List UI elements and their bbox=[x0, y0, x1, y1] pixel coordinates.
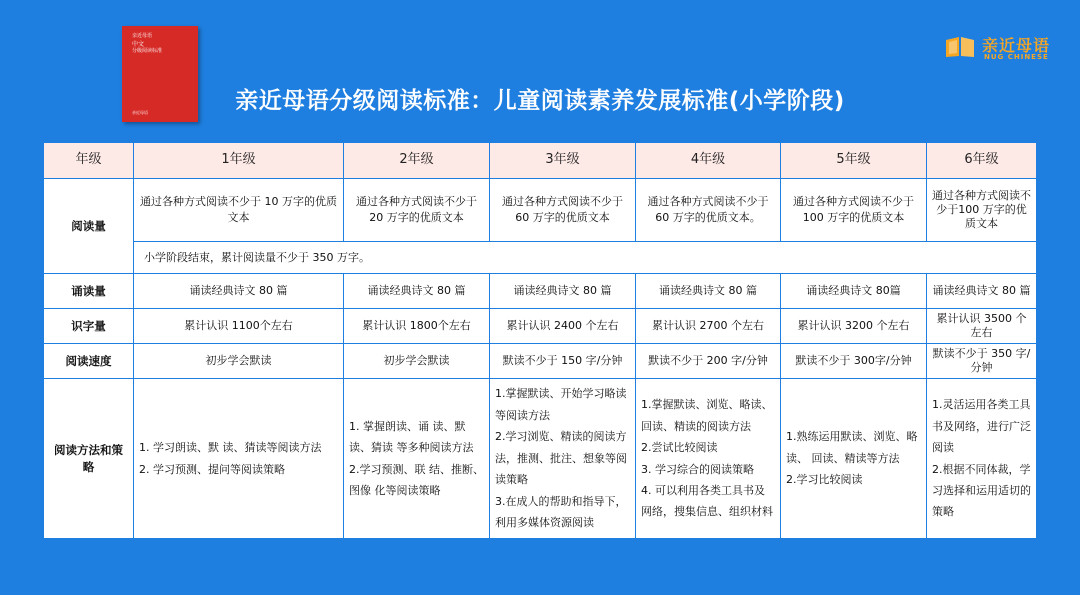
cell-speed-6: 默读不少于 350 字/分钟 bbox=[927, 344, 1037, 379]
cell-methods-5: 1.熟练运用默读、浏览、略读、 回读、精读等方法 2.学习比较阅读 bbox=[781, 379, 927, 539]
cell-speed-3: 默读不少于 150 字/分钟 bbox=[490, 344, 636, 379]
cell-reading-amount-2: 通过各种方式阅读不少于 20 万字的优质文本 bbox=[344, 179, 490, 242]
cell-methods-2: 1. 掌握朗读、诵 读、默读、猜读 等多种阅读方法 2.学习预测、联 结、推断、图像 化等阅读策略 bbox=[344, 379, 490, 539]
open-book-icon bbox=[944, 36, 976, 58]
cell-literacy-2: 累计认识 1800个左右 bbox=[344, 309, 490, 344]
cell-recitation-2: 诵读经典诗文 80 篇 bbox=[344, 274, 490, 309]
cell-literacy-3: 累计认识 2400 个左右 bbox=[490, 309, 636, 344]
cell-recitation-6: 诵读经典诗文 80 篇 bbox=[927, 274, 1037, 309]
header-grade-6: 6年级 bbox=[927, 143, 1037, 179]
cell-literacy-4: 累计认识 2700 个左右 bbox=[636, 309, 781, 344]
cell-reading-amount-6: 通过各种方式阅读不少于100 万字的优质文本 bbox=[927, 179, 1037, 242]
cell-recitation-1: 诵读经典诗文 80 篇 bbox=[134, 274, 344, 309]
cell-speed-4: 默读不少于 200 字/分钟 bbox=[636, 344, 781, 379]
cell-recitation-3: 诵读经典诗文 80 篇 bbox=[490, 274, 636, 309]
header-grade-2: 2年级 bbox=[344, 143, 490, 179]
row-label-literacy: 识字量 bbox=[44, 309, 134, 344]
row-methods bbox=[44, 379, 1037, 539]
row-label-speed: 阅读速度 bbox=[44, 344, 134, 379]
cell-methods-1: 1. 学习朗读、默 读、猜读等阅读方法 2. 学习预测、提问等阅读策略 bbox=[134, 379, 344, 539]
cell-recitation-5: 诵读经典诗文 80篇 bbox=[781, 274, 927, 309]
cell-methods-4: 1.掌握默读、浏览、略读、回读、精读的阅读方法 2.尝试比较阅读 3. 学习综合的阅读策略 4. 可以利用各类工具书及网络，搜集信息、组织材料 bbox=[636, 379, 781, 539]
header-grade-1: 1年级 bbox=[134, 143, 344, 179]
reading-standards-table bbox=[43, 142, 1037, 539]
cell-literacy-1: 累计认识 1100个左右 bbox=[134, 309, 344, 344]
cell-speed-5: 默读不少于 300字/分钟 bbox=[781, 344, 927, 379]
row-reading-summary bbox=[44, 242, 1037, 274]
cell-reading-amount-5: 通过各种方式阅读不少于 100 万字的优质文本 bbox=[781, 179, 927, 242]
row-label-reading-amount: 阅读量 bbox=[44, 179, 134, 274]
header-corner: 年级 bbox=[44, 143, 134, 179]
cell-reading-summary: 小学阶段结束，累计阅读量不少于 350 万字。 bbox=[134, 242, 1037, 274]
header-row bbox=[44, 143, 1037, 179]
cell-literacy-5: 累计认识 3200 个左右 bbox=[781, 309, 927, 344]
logo-text-cn: 亲近母语 bbox=[982, 36, 1051, 55]
header-grade-3: 3年级 bbox=[490, 143, 636, 179]
row-reading-amount bbox=[44, 179, 1037, 242]
header-grade-5: 5年级 bbox=[781, 143, 927, 179]
cell-methods-3: 1.掌握默读、开始学习略读等阅读方法 2.学习浏览、精读的阅读方法，推测、批注、想象等阅读策略 3.在成人的帮助和指导下，利用多媒体资源阅读 bbox=[490, 379, 636, 539]
cell-methods-6: 1.灵活运用各类工具书及网络，进行广泛阅读 2.根据不同体裁，学习选择和运用适切的策略 bbox=[927, 379, 1037, 539]
header-grade-4: 4年级 bbox=[636, 143, 781, 179]
cell-speed-1: 初步学会默读 bbox=[134, 344, 344, 379]
cell-reading-amount-4: 通过各种方式阅读不少于 60 万字的优质文本。 bbox=[636, 179, 781, 242]
logo-text-en: NUG CHINESE bbox=[984, 53, 1049, 61]
page-title: 亲近母语分级阅读标准：儿童阅读素养发展标准(小学阶段) bbox=[235, 88, 845, 114]
row-speed bbox=[44, 344, 1037, 379]
row-literacy bbox=[44, 309, 1037, 344]
cell-speed-2: 初步学会默读 bbox=[344, 344, 490, 379]
cell-recitation-4: 诵读经典诗文 80 篇 bbox=[636, 274, 781, 309]
cell-literacy-6: 累计认识 3500 个左右 bbox=[927, 309, 1037, 344]
cell-reading-amount-3: 通过各种方式阅读不少于 60 万字的优质文本 bbox=[490, 179, 636, 242]
row-label-recitation: 诵读量 bbox=[44, 274, 134, 309]
book-cover-text-3: 分级阅读标准 bbox=[132, 48, 163, 54]
row-recitation bbox=[44, 274, 1037, 309]
cell-reading-amount-1: 通过各种方式阅读不少于 10 万字的优质文本 bbox=[134, 179, 344, 242]
book-cover-text-4: 亲近母语 bbox=[132, 110, 148, 115]
row-label-methods: 阅读方法和策略 bbox=[44, 379, 134, 539]
book-cover-text-2: 中文 bbox=[132, 41, 145, 48]
book-cover-text-1: 亲近母语 bbox=[132, 33, 153, 39]
